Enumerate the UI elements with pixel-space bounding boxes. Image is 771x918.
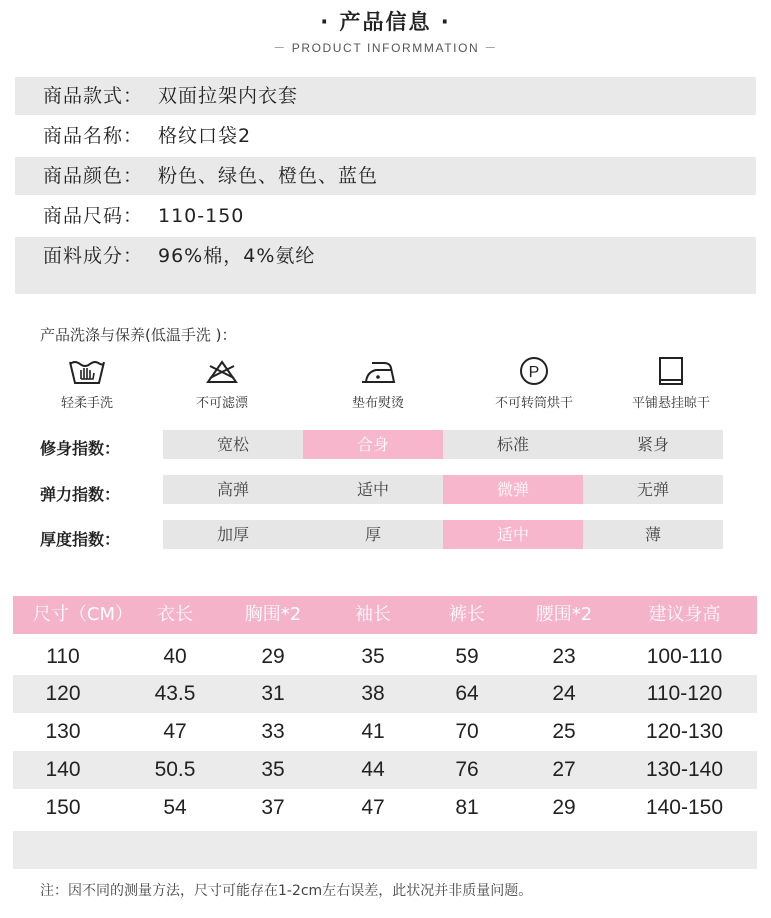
- table-cell: 38: [361, 682, 385, 705]
- fit-option: 标准: [443, 430, 583, 459]
- table-cell: 140-150: [645, 796, 724, 819]
- info-row: [15, 237, 756, 294]
- table-cell: 54: [163, 796, 187, 819]
- table-cell: 130: [45, 720, 81, 743]
- fit-option: 宽松: [163, 430, 303, 459]
- care-item: [464, 356, 604, 411]
- table-cell: 27: [552, 758, 576, 781]
- thickness-index-label: 厚度指数：: [40, 530, 121, 549]
- measurement-note: 注：因不同的测量方法，尺寸可能存在1-2cm左右误差，此状况并非质量问题。: [40, 883, 533, 899]
- care-item: [17, 356, 157, 411]
- info-key: 商品尺码：: [43, 205, 144, 227]
- table-cell: 50.5: [154, 758, 196, 781]
- no-bleach-icon: [202, 356, 242, 386]
- table-cell: 110-120: [646, 682, 723, 705]
- table-cell: 44: [361, 758, 385, 781]
- care-label: 不可转筒烘干: [494, 396, 573, 411]
- stretch-index-label: 弹力指数：: [40, 485, 121, 504]
- table-cell: 31: [261, 682, 285, 705]
- info-value: 双面拉架内衣套: [158, 85, 299, 107]
- table-cell: 120: [45, 682, 81, 705]
- table-cell: 47: [163, 720, 187, 743]
- column-header: 衣长: [157, 604, 193, 625]
- stretch-option: 高弹: [163, 475, 303, 504]
- iron-icon: [358, 356, 398, 386]
- thickness-option: 厚: [303, 520, 443, 549]
- care-label: 平铺悬挂晾干: [631, 396, 710, 411]
- table-cell: 41: [361, 720, 385, 743]
- line-dry-icon: [651, 356, 691, 386]
- table-cell: 81: [455, 796, 479, 819]
- table-cell: 110: [46, 645, 80, 668]
- info-key: 商品名称：: [43, 125, 144, 147]
- table-cell: 100-110: [646, 645, 723, 668]
- column-header: 裤长: [449, 604, 485, 625]
- info-value: 96%棉，4%氨纶: [158, 245, 316, 267]
- table-cell: 29: [552, 796, 576, 819]
- column-header: 袖长: [355, 604, 391, 625]
- thickness-option-selected: 适中: [443, 520, 583, 549]
- info-value: 粉色、绿色、橙色、蓝色: [158, 165, 379, 187]
- care-title: 产品洗涤与保养(低温手洗 )：: [40, 326, 237, 344]
- table-cell: 35: [261, 758, 285, 781]
- care-item: [152, 356, 292, 411]
- table-cell: 40: [163, 645, 187, 668]
- table-cell: 150: [45, 796, 81, 819]
- info-row: [15, 157, 756, 195]
- info-row: [15, 117, 756, 155]
- info-value: 110-150: [158, 205, 245, 227]
- thickness-option: 加厚: [163, 520, 303, 549]
- info-value: 格纹口袋2: [158, 125, 252, 147]
- thickness-option: 薄: [583, 520, 723, 549]
- care-item: [308, 356, 448, 411]
- info-key: 面料成分：: [43, 245, 144, 267]
- info-row: [15, 77, 756, 115]
- table-cell: 37: [261, 796, 285, 819]
- hand-wash-icon: [67, 356, 107, 386]
- table-cell: 70: [455, 720, 479, 743]
- table-cell: 43.5: [154, 682, 196, 705]
- stretch-option-selected: 微弹: [443, 475, 583, 504]
- fit-option-selected: 合身: [303, 430, 443, 459]
- column-header: 建议身高: [648, 604, 721, 625]
- table-cell: 47: [361, 796, 385, 819]
- fit-option: 紧身: [583, 430, 723, 459]
- table-cell: 76: [455, 758, 479, 781]
- stretch-option: 无弹: [583, 475, 723, 504]
- no-tumble-dry-icon: [514, 356, 554, 386]
- column-header: 胸围*2: [244, 604, 302, 625]
- care-item: [601, 356, 741, 411]
- info-key: 商品款式：: [43, 85, 144, 107]
- table-cell: 140: [45, 758, 81, 781]
- care-label: 轻柔手洗: [60, 396, 113, 411]
- table-footer-bar: [13, 831, 757, 869]
- table-cell: 23: [552, 645, 576, 668]
- table-cell: 130-140: [645, 758, 724, 781]
- info-row: [15, 197, 756, 235]
- stretch-option: 适中: [303, 475, 443, 504]
- column-header: 腰围*2: [535, 604, 593, 625]
- page-subtitle: － PRODUCT INFORMMATION －: [273, 41, 498, 55]
- fit-index-label: 修身指数：: [40, 439, 121, 458]
- info-key: 商品颜色：: [43, 165, 144, 187]
- table-cell: 59: [455, 645, 479, 668]
- table-cell: 35: [361, 645, 385, 668]
- page-title: · 产品信息 ·: [320, 10, 451, 34]
- table-cell: 24: [552, 682, 576, 705]
- column-header: 尺寸（CM）: [32, 604, 134, 625]
- table-cell: 25: [552, 720, 576, 743]
- table-cell: 29: [261, 645, 285, 668]
- care-label: 垫布熨烫: [351, 396, 404, 411]
- svg-text:P: P: [528, 364, 540, 381]
- table-cell: 120-130: [645, 720, 724, 743]
- care-label: 不可滤漂: [195, 396, 248, 411]
- table-cell: 64: [455, 682, 479, 705]
- table-cell: 33: [261, 720, 285, 743]
